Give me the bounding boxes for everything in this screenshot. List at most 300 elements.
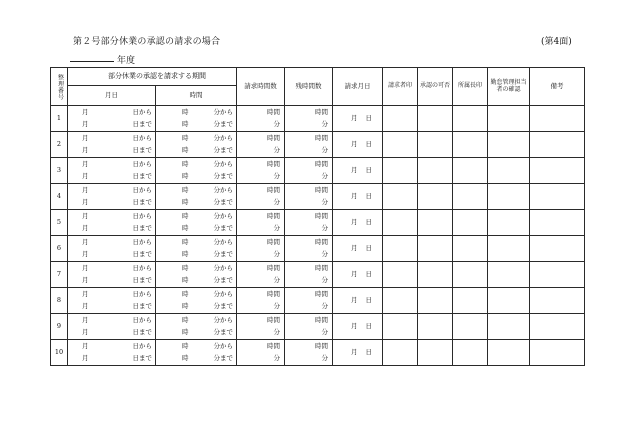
hour-label: 時 (182, 211, 189, 220)
min-from-label: 分から (213, 133, 233, 142)
month-label: 月 (82, 250, 89, 259)
approval-cell[interactable] (418, 106, 453, 132)
header-request-date: 請求月日 (333, 68, 383, 106)
month-label: 月 (82, 302, 89, 311)
start-date[interactable] (68, 132, 156, 145)
min-to-label: 分まで (213, 198, 233, 207)
remaining-hours[interactable] (285, 236, 333, 249)
remaining-hours[interactable] (285, 132, 333, 145)
dept-head-seal-cell[interactable] (453, 158, 488, 184)
minutes-unit-label: 分 (321, 328, 328, 337)
hour-label: 時 (182, 107, 189, 116)
hour-label: 時 (182, 159, 189, 168)
table-body (51, 106, 585, 366)
remaining-minutes[interactable] (285, 275, 333, 288)
start-time[interactable] (156, 132, 237, 145)
day-to-label: 日まで (132, 198, 152, 207)
req-day-label: 日 (365, 295, 372, 304)
dept-head-seal-cell[interactable] (453, 106, 488, 132)
remaining-minutes[interactable] (285, 249, 333, 262)
day-from-label: 日から (132, 185, 152, 194)
min-to-label: 分まで (213, 250, 233, 259)
request-hours[interactable] (237, 158, 285, 171)
end-time[interactable] (156, 145, 237, 158)
table-row (51, 262, 585, 275)
req-month-label: 月 (351, 165, 358, 174)
approval-cell[interactable] (418, 288, 453, 314)
month-label: 月 (82, 289, 89, 298)
hour-label: 時 (182, 133, 189, 142)
minutes-unit-label: 分 (273, 146, 280, 155)
request-date[interactable] (333, 288, 383, 314)
end-date[interactable] (68, 145, 156, 158)
remarks-cell[interactable] (530, 288, 585, 314)
hour-label: 時 (182, 341, 189, 350)
remaining-minutes[interactable] (285, 301, 333, 314)
hour-label: 時 (182, 354, 189, 363)
remarks-cell[interactable] (530, 184, 585, 210)
remaining-minutes[interactable] (285, 353, 333, 366)
row-number: 7 (51, 262, 68, 288)
end-time[interactable] (156, 301, 237, 314)
end-date[interactable] (68, 171, 156, 184)
req-day-label: 日 (365, 243, 372, 252)
manager-confirm-cell[interactable] (488, 314, 530, 340)
start-date[interactable] (68, 236, 156, 249)
header-month-day: 月日 (68, 86, 156, 106)
month-label: 月 (82, 276, 89, 285)
minutes-unit-label: 分 (321, 120, 328, 129)
dept-head-seal-cell[interactable] (453, 288, 488, 314)
min-to-label: 分まで (213, 276, 233, 285)
remarks-cell[interactable] (530, 314, 585, 340)
approval-cell[interactable] (418, 262, 453, 288)
hours-unit-label: 時間 (267, 107, 280, 116)
month-label: 月 (82, 263, 89, 272)
request-minutes[interactable] (237, 119, 285, 132)
fiscal-year-blank[interactable] (70, 61, 114, 62)
min-to-label: 分まで (213, 302, 233, 311)
month-label: 月 (82, 185, 89, 194)
table-row (51, 184, 585, 197)
start-date[interactable] (68, 288, 156, 301)
approval-cell[interactable] (418, 158, 453, 184)
req-month-label: 月 (351, 295, 358, 304)
remaining-hours[interactable] (285, 106, 333, 119)
request-hours[interactable] (237, 184, 285, 197)
header-remarks: 備考 (530, 68, 585, 106)
dept-head-seal-cell[interactable] (453, 314, 488, 340)
hours-unit-label: 時間 (315, 237, 328, 246)
remarks-cell[interactable] (530, 158, 585, 184)
manager-confirm-cell[interactable] (488, 132, 530, 158)
month-label: 月 (82, 354, 89, 363)
dept-head-seal-cell[interactable] (453, 262, 488, 288)
table-row (51, 236, 585, 249)
month-label: 月 (82, 224, 89, 233)
table-row (51, 340, 585, 353)
header-manager-confirm: 勤怠管理担当者の確認 (488, 68, 530, 106)
start-time[interactable] (156, 210, 237, 223)
hours-unit-label: 時間 (267, 341, 280, 350)
day-from-label: 日から (132, 263, 152, 272)
row-number: 4 (51, 184, 68, 210)
remaining-minutes[interactable] (285, 197, 333, 210)
end-time[interactable] (156, 327, 237, 340)
header-dept-head-seal: 所属長印 (453, 68, 488, 106)
request-minutes[interactable] (237, 327, 285, 340)
start-date[interactable] (68, 184, 156, 197)
manager-confirm-cell[interactable] (488, 262, 530, 288)
start-time[interactable] (156, 262, 237, 275)
min-from-label: 分から (213, 185, 233, 194)
min-from-label: 分から (213, 315, 233, 324)
day-from-label: 日から (132, 237, 152, 246)
approval-cell[interactable] (418, 314, 453, 340)
request-date[interactable] (333, 210, 383, 236)
month-label: 月 (82, 159, 89, 168)
min-from-label: 分から (213, 263, 233, 272)
start-date[interactable] (68, 262, 156, 275)
remaining-minutes[interactable] (285, 327, 333, 340)
min-from-label: 分から (213, 289, 233, 298)
remarks-cell[interactable] (530, 340, 585, 366)
end-time[interactable] (156, 249, 237, 262)
requester-seal-cell[interactable] (383, 340, 418, 366)
table-row (51, 314, 585, 327)
remarks-cell[interactable] (530, 106, 585, 132)
table-row (51, 210, 585, 223)
table-row (51, 158, 585, 171)
manager-confirm-cell[interactable] (488, 184, 530, 210)
request-hours[interactable] (237, 340, 285, 353)
month-label: 月 (82, 172, 89, 181)
table-row (51, 288, 585, 301)
req-day-label: 日 (365, 139, 372, 148)
approval-cell[interactable] (418, 340, 453, 366)
row-number: 3 (51, 158, 68, 184)
month-label: 月 (82, 146, 89, 155)
approval-cell[interactable] (418, 236, 453, 262)
req-day-label: 日 (365, 165, 372, 174)
month-label: 月 (82, 133, 89, 142)
end-date[interactable] (68, 223, 156, 236)
start-date[interactable] (68, 314, 156, 327)
manager-confirm-cell[interactable] (488, 210, 530, 236)
requester-seal-cell[interactable] (383, 236, 418, 262)
dept-head-seal-cell[interactable] (453, 210, 488, 236)
request-date[interactable] (333, 236, 383, 262)
month-label: 月 (82, 211, 89, 220)
page-label: (第4面) (541, 37, 572, 47)
end-time[interactable] (156, 197, 237, 210)
row-number: 9 (51, 314, 68, 340)
min-to-label: 分まで (213, 120, 233, 129)
start-time[interactable] (156, 288, 237, 301)
day-from-label: 日から (132, 341, 152, 350)
remarks-cell[interactable] (530, 132, 585, 158)
hour-label: 時 (182, 263, 189, 272)
dept-head-seal-cell[interactable] (453, 340, 488, 366)
month-label: 月 (82, 341, 89, 350)
hours-unit-label: 時間 (267, 159, 280, 168)
dept-head-seal-cell[interactable] (453, 236, 488, 262)
row-number: 8 (51, 288, 68, 314)
row-number: 10 (51, 340, 68, 366)
hour-label: 時 (182, 224, 189, 233)
hours-unit-label: 時間 (315, 133, 328, 142)
hour-label: 時 (182, 302, 189, 311)
approval-cell[interactable] (418, 132, 453, 158)
request-hours[interactable] (237, 262, 285, 275)
hours-unit-label: 時間 (267, 185, 280, 194)
remarks-cell[interactable] (530, 210, 585, 236)
form-title: 第２号部分休業の承認の請求の場合 (73, 37, 221, 47)
minutes-unit-label: 分 (321, 250, 328, 259)
request-date[interactable] (333, 158, 383, 184)
minutes-unit-label: 分 (273, 224, 280, 233)
min-from-label: 分から (213, 107, 233, 116)
month-label: 月 (82, 107, 89, 116)
remaining-minutes[interactable] (285, 223, 333, 236)
end-date[interactable] (68, 119, 156, 132)
month-label: 月 (82, 328, 89, 337)
request-date[interactable] (333, 106, 383, 132)
row-number: 5 (51, 210, 68, 236)
fiscal-year-label: 年度 (117, 56, 136, 66)
minutes-unit-label: 分 (321, 198, 328, 207)
day-to-label: 日まで (132, 224, 152, 233)
header-remaining-hours: 残時間数 (285, 68, 333, 106)
req-day-label: 日 (365, 217, 372, 226)
remaining-hours[interactable] (285, 340, 333, 353)
request-minutes[interactable] (237, 301, 285, 314)
req-month-label: 月 (351, 321, 358, 330)
header-requester-seal: 請求者印 (383, 68, 418, 106)
end-date[interactable] (68, 197, 156, 210)
min-from-label: 分から (213, 159, 233, 168)
start-date[interactable] (68, 158, 156, 171)
req-month-label: 月 (351, 243, 358, 252)
dept-head-seal-cell[interactable] (453, 184, 488, 210)
day-from-label: 日から (132, 211, 152, 220)
day-to-label: 日まで (132, 354, 152, 363)
request-hours[interactable] (237, 106, 285, 119)
minutes-unit-label: 分 (273, 172, 280, 181)
requester-seal-cell[interactable] (383, 184, 418, 210)
day-to-label: 日まで (132, 328, 152, 337)
request-minutes[interactable] (237, 223, 285, 236)
req-month-label: 月 (351, 217, 358, 226)
day-to-label: 日まで (132, 172, 152, 181)
request-date[interactable] (333, 262, 383, 288)
start-time[interactable] (156, 158, 237, 171)
end-date[interactable] (68, 327, 156, 340)
table-row (51, 106, 585, 119)
remaining-minutes[interactable] (285, 171, 333, 184)
row-number: 6 (51, 236, 68, 262)
start-time[interactable] (156, 184, 237, 197)
hour-label: 時 (182, 172, 189, 181)
end-time[interactable] (156, 275, 237, 288)
approval-cell[interactable] (418, 184, 453, 210)
requester-seal-cell[interactable] (383, 314, 418, 340)
dept-head-seal-cell[interactable] (453, 132, 488, 158)
remarks-cell[interactable] (530, 262, 585, 288)
req-day-label: 日 (365, 113, 372, 122)
remaining-hours[interactable] (285, 210, 333, 223)
end-date[interactable] (68, 353, 156, 366)
start-time[interactable] (156, 314, 237, 327)
hours-unit-label: 時間 (315, 341, 328, 350)
hour-label: 時 (182, 328, 189, 337)
remaining-hours[interactable] (285, 288, 333, 301)
minutes-unit-label: 分 (321, 146, 328, 155)
hours-unit-label: 時間 (315, 289, 328, 298)
end-time[interactable] (156, 119, 237, 132)
manager-confirm-cell[interactable] (488, 340, 530, 366)
remaining-hours[interactable] (285, 314, 333, 327)
min-to-label: 分まで (213, 354, 233, 363)
remaining-hours[interactable] (285, 262, 333, 275)
minutes-unit-label: 分 (321, 224, 328, 233)
hours-unit-label: 時間 (267, 289, 280, 298)
row-number: 1 (51, 106, 68, 132)
manager-confirm-cell[interactable] (488, 158, 530, 184)
start-time[interactable] (156, 236, 237, 249)
manager-confirm-cell[interactable] (488, 106, 530, 132)
header-period: 部分休業の承認を請求する期間 (68, 68, 237, 86)
manager-confirm-cell[interactable] (488, 236, 530, 262)
day-to-label: 日まで (132, 250, 152, 259)
requester-seal-cell[interactable] (383, 106, 418, 132)
hour-label: 時 (182, 185, 189, 194)
request-date[interactable] (333, 340, 383, 366)
hour-label: 時 (182, 146, 189, 155)
start-time[interactable] (156, 340, 237, 353)
req-day-label: 日 (365, 269, 372, 278)
day-from-label: 日から (132, 159, 152, 168)
requester-seal-cell[interactable] (383, 288, 418, 314)
request-date[interactable] (333, 184, 383, 210)
request-hours[interactable] (237, 288, 285, 301)
hours-unit-label: 時間 (267, 315, 280, 324)
end-time[interactable] (156, 353, 237, 366)
approval-cell[interactable] (418, 210, 453, 236)
request-date[interactable] (333, 314, 383, 340)
end-time[interactable] (156, 171, 237, 184)
requester-seal-cell[interactable] (383, 210, 418, 236)
header-request-hours: 請求時間数 (237, 68, 285, 106)
hour-label: 時 (182, 120, 189, 129)
minutes-unit-label: 分 (321, 172, 328, 181)
remarks-cell[interactable] (530, 236, 585, 262)
min-from-label: 分から (213, 211, 233, 220)
manager-confirm-cell[interactable] (488, 288, 530, 314)
remaining-minutes[interactable] (285, 145, 333, 158)
req-day-label: 日 (365, 347, 372, 356)
start-date[interactable] (68, 340, 156, 353)
day-to-label: 日まで (132, 302, 152, 311)
hours-unit-label: 時間 (315, 107, 328, 116)
hours-unit-label: 時間 (315, 185, 328, 194)
min-to-label: 分まで (213, 328, 233, 337)
requester-seal-cell[interactable] (383, 262, 418, 288)
minutes-unit-label: 分 (273, 276, 280, 285)
month-label: 月 (82, 237, 89, 246)
hours-unit-label: 時間 (315, 159, 328, 168)
end-date[interactable] (68, 275, 156, 288)
row-number: 2 (51, 132, 68, 158)
day-from-label: 日から (132, 133, 152, 142)
minutes-unit-label: 分 (321, 354, 328, 363)
day-from-label: 日から (132, 107, 152, 116)
min-to-label: 分まで (213, 224, 233, 233)
start-date[interactable] (68, 106, 156, 119)
end-date[interactable] (68, 249, 156, 262)
request-hours[interactable] (237, 314, 285, 327)
header-approval: 承認の可否 (418, 68, 453, 106)
minutes-unit-label: 分 (273, 120, 280, 129)
requester-seal-cell[interactable] (383, 158, 418, 184)
request-minutes[interactable] (237, 249, 285, 262)
remaining-minutes[interactable] (285, 119, 333, 132)
request-minutes[interactable] (237, 275, 285, 288)
request-minutes[interactable] (237, 145, 285, 158)
request-date[interactable] (333, 132, 383, 158)
hour-label: 時 (182, 315, 189, 324)
month-label: 月 (82, 120, 89, 129)
hour-label: 時 (182, 198, 189, 207)
requester-seal-cell[interactable] (383, 132, 418, 158)
req-month-label: 月 (351, 191, 358, 200)
start-date[interactable] (68, 210, 156, 223)
remaining-hours[interactable] (285, 158, 333, 171)
hours-unit-label: 時間 (315, 263, 328, 272)
hours-unit-label: 時間 (267, 263, 280, 272)
hours-unit-label: 時間 (315, 315, 328, 324)
end-date[interactable] (68, 301, 156, 314)
day-from-label: 日から (132, 289, 152, 298)
request-hours[interactable] (237, 236, 285, 249)
min-from-label: 分から (213, 237, 233, 246)
hours-unit-label: 時間 (267, 237, 280, 246)
hour-label: 時 (182, 237, 189, 246)
header-time: 時間 (156, 86, 237, 106)
minutes-unit-label: 分 (273, 198, 280, 207)
hours-unit-label: 時間 (267, 133, 280, 142)
end-time[interactable] (156, 223, 237, 236)
minutes-unit-label: 分 (273, 354, 280, 363)
minutes-unit-label: 分 (273, 328, 280, 337)
req-day-label: 日 (365, 191, 372, 200)
hour-label: 時 (182, 289, 189, 298)
min-to-label: 分まで (213, 172, 233, 181)
start-time[interactable] (156, 106, 237, 119)
request-minutes[interactable] (237, 171, 285, 184)
request-minutes[interactable] (237, 353, 285, 366)
request-minutes[interactable] (237, 197, 285, 210)
min-to-label: 分まで (213, 146, 233, 155)
req-month-label: 月 (351, 113, 358, 122)
remaining-hours[interactable] (285, 184, 333, 197)
minutes-unit-label: 分 (321, 276, 328, 285)
request-hours[interactable] (237, 210, 285, 223)
minutes-unit-label: 分 (273, 302, 280, 311)
hour-label: 時 (182, 276, 189, 285)
day-to-label: 日まで (132, 120, 152, 129)
request-hours[interactable] (237, 132, 285, 145)
